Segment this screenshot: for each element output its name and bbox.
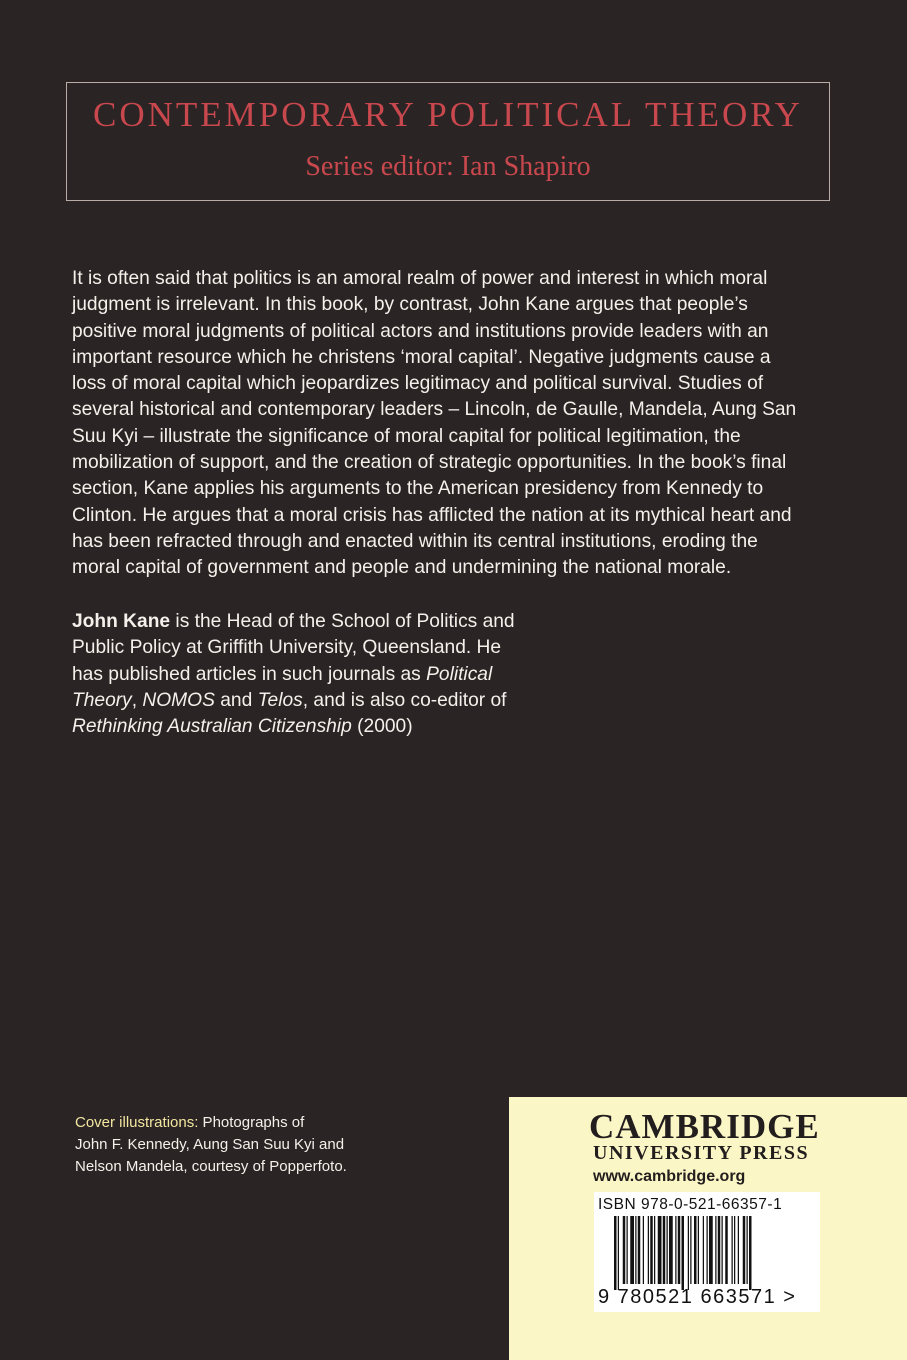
blurb-line: Clinton. He argues that a moral crisis has afflicted the nation at its mythical heart and <box>72 504 792 526</box>
barcode-bar <box>650 1216 653 1284</box>
book-title: Rethinking Australian Citizenship <box>72 716 352 738</box>
blurb-line: moral capital of government and people and undermining the national morale. <box>72 557 732 579</box>
series-editor: Series editor: Ian Shapiro <box>305 151 591 182</box>
series-title: CONTEMPORARY POLITICAL THEORY <box>93 95 803 134</box>
publisher-name: CAMBRIDGE <box>589 1107 820 1146</box>
blurb-line: judgment is irrelevant. In this book, by contrast, John Kane argues that people’s <box>72 294 748 316</box>
bio-text: is the Head of the School of Politics and <box>170 611 515 632</box>
barcode-bar <box>743 1216 746 1284</box>
barcode-bar <box>667 1216 668 1284</box>
barcode-bar <box>715 1216 716 1284</box>
barcode-bar <box>682 1216 685 1290</box>
publisher-url: www.cambridge.org <box>593 1168 746 1185</box>
blurb-line: positive moral judgments of political actors and institutions provide leaders with an <box>72 320 769 342</box>
blurb-line: has been refracted through and enacted within its central institutions, eroding the <box>72 530 758 552</box>
series-box <box>66 82 830 201</box>
barcode-bar <box>658 1216 662 1284</box>
journal-title: Theory <box>72 689 132 711</box>
barcode-bar <box>694 1216 697 1284</box>
bio-text: (2000) <box>351 716 413 738</box>
blurb-line: It is often said that politics is an amoral realm of power and interest in which moral <box>72 268 768 289</box>
barcode-bar <box>690 1216 691 1284</box>
barcode-bar <box>703 1216 704 1284</box>
barcode-bar <box>635 1216 636 1284</box>
bio-text: has published articles in such journals as <box>72 663 427 685</box>
blurb-line: loss of moral capital which jeopardizes legitimacy and political survival. Studies of <box>72 373 764 395</box>
barcode-bar <box>638 1216 641 1284</box>
barcode-bar <box>718 1216 721 1284</box>
bio-line <box>72 688 532 714</box>
bio-text: , and is also co-editor of <box>302 689 507 711</box>
blurb-line: mobilization of support, and the creation of strategic opportunities. In the book’s final <box>72 452 787 474</box>
bio-text: , <box>131 689 143 711</box>
credits-line: Nelson Mandela, courtesy of Popperfoto. <box>75 1158 347 1175</box>
barcode-bar <box>709 1216 713 1284</box>
credits-text: Photographs of <box>198 1114 305 1131</box>
publisher-panel <box>509 1097 907 1360</box>
barcode-bar <box>747 1216 748 1284</box>
barcode-bar <box>618 1216 619 1290</box>
blurb-line: Suu Kyi – illustrate the significance of moral capital for political legitimation, the <box>72 425 741 447</box>
credits-line <box>75 1112 455 1134</box>
barcode-bar <box>732 1216 733 1284</box>
bio-line <box>72 609 532 635</box>
barcode-bar <box>614 1216 617 1290</box>
blurb-line: several historical and contemporary leaders – Lincoln, de Gaulle, Mandela, Aung San <box>72 399 797 421</box>
cover-credits <box>75 1112 455 1178</box>
blurb-line: important resource which he christens ‘moral capital’. Negative judgments cause a <box>72 346 771 368</box>
barcode-bar <box>643 1216 644 1284</box>
author-bio <box>72 609 532 740</box>
credits-label: Cover illustrations: <box>75 1114 199 1131</box>
isbn-label: ISBN 978-0-521-66357-1 <box>598 1196 783 1213</box>
journal-title: Political <box>426 663 493 685</box>
barcode-bar <box>627 1216 628 1284</box>
blurb-paragraph <box>72 266 852 582</box>
barcode-bar <box>698 1216 699 1284</box>
barcode-bar <box>722 1216 723 1284</box>
barcode-bar <box>707 1216 708 1284</box>
credits-line: John F. Kennedy, Aung San Suu Kyi and <box>75 1136 345 1153</box>
barcode-bar <box>725 1216 728 1284</box>
barcode-bar <box>678 1216 681 1284</box>
blurb-line: section, Kane applies his arguments to the American presidency from Kennedy to <box>72 478 764 500</box>
barcode-bar <box>688 1216 689 1290</box>
barcode-bar <box>630 1216 634 1284</box>
bio-line <box>72 662 532 688</box>
barcode-bar <box>623 1216 626 1284</box>
journal-title: NOMOS <box>142 689 215 711</box>
publisher-subtitle: UNIVERSITY PRESS <box>593 1142 810 1164</box>
barcode-bar <box>654 1216 655 1284</box>
journal-title: Telos <box>257 689 303 711</box>
bio-line: Public Policy at Griffith University, Queensland. He <box>72 637 502 659</box>
author-name: John Kane <box>72 611 171 632</box>
barcode-bar <box>663 1216 666 1284</box>
barcode-bar <box>749 1216 752 1290</box>
barcode-bar <box>738 1216 739 1284</box>
barcode-bar <box>734 1216 735 1284</box>
barcode-bar <box>675 1216 676 1284</box>
bio-text: and <box>214 689 258 711</box>
bio-line <box>72 714 532 740</box>
isbn-barcode <box>594 1192 820 1312</box>
barcode-bar <box>648 1216 649 1284</box>
barcode-bar <box>669 1216 673 1284</box>
barcode-digits: 9 780521 663571 > <box>598 1286 797 1308</box>
